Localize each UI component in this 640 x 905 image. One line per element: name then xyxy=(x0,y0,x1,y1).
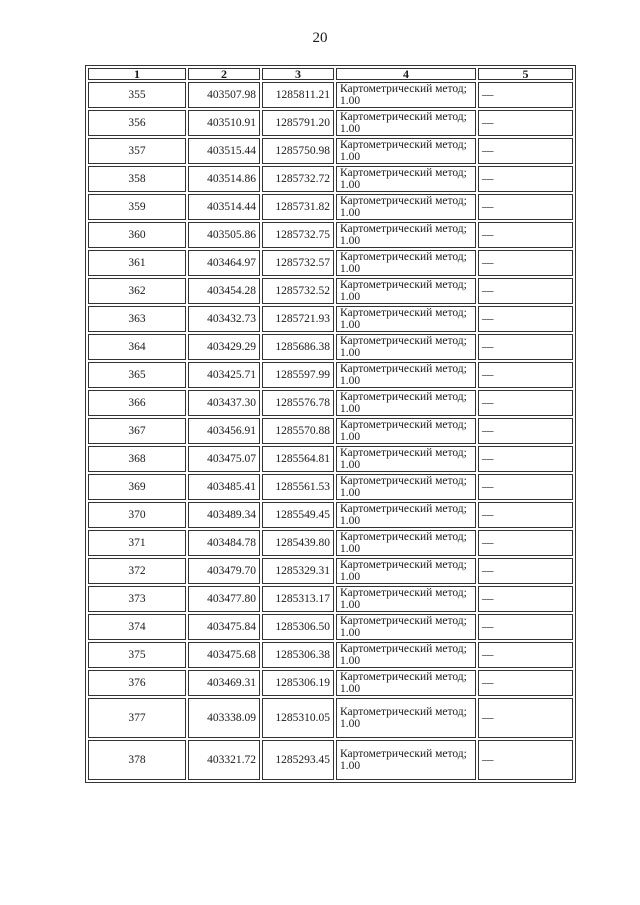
y-coordinate-cell: 1285310.05 xyxy=(262,698,334,738)
method-cell xyxy=(336,194,476,220)
precision-text: 1.00 xyxy=(340,459,361,471)
description-cell xyxy=(478,418,573,444)
y-coordinate-cell: 1285313.17 xyxy=(262,586,334,612)
description-cell xyxy=(478,222,573,248)
method-cell xyxy=(336,110,476,136)
table-row xyxy=(88,222,573,248)
precision-text: 1.00 xyxy=(340,487,361,499)
table-row xyxy=(88,670,573,696)
description-cell xyxy=(478,334,573,360)
x-coordinate-cell: 403510.91 xyxy=(188,110,260,136)
table-row xyxy=(88,474,573,500)
method-cell xyxy=(336,474,476,500)
method-text: Картометрический метод; xyxy=(340,111,467,123)
precision-text: 1.00 xyxy=(340,123,361,135)
point-number-cell: 363 xyxy=(88,306,186,332)
description-cell xyxy=(478,362,573,388)
method-cell xyxy=(336,222,476,248)
y-coordinate-cell: 1285564.81 xyxy=(262,446,334,472)
x-coordinate-cell: 403338.09 xyxy=(188,698,260,738)
precision-text: 1.00 xyxy=(340,151,361,163)
method-text: Картометрический метод; xyxy=(340,531,467,543)
method-text: Картометрический метод; xyxy=(340,335,467,347)
y-coordinate-cell: 1285439.80 xyxy=(262,530,334,556)
x-coordinate-cell: 403425.71 xyxy=(188,362,260,388)
method-text: Картометрический метод; xyxy=(340,671,467,683)
table-row xyxy=(88,194,573,220)
description-cell xyxy=(478,586,573,612)
dash-mark: — xyxy=(482,754,494,766)
x-coordinate-cell: 403484.78 xyxy=(188,530,260,556)
method-cell xyxy=(336,362,476,388)
table-row xyxy=(88,698,573,738)
method-text: Картометрический метод; xyxy=(340,251,467,263)
dash-mark: — xyxy=(482,341,494,353)
dash-mark: — xyxy=(482,593,494,605)
dash-mark: — xyxy=(482,145,494,157)
dash-mark: — xyxy=(482,425,494,437)
y-coordinate-cell: 1285306.38 xyxy=(262,642,334,668)
table-header-row xyxy=(88,68,573,80)
table-row xyxy=(88,558,573,584)
y-coordinate-cell: 1285561.53 xyxy=(262,474,334,500)
dash-mark: — xyxy=(482,173,494,185)
y-coordinate-cell: 1285306.50 xyxy=(262,614,334,640)
description-cell xyxy=(478,446,573,472)
point-number-cell: 378 xyxy=(88,740,186,780)
table-row xyxy=(88,642,573,668)
method-text: Картометрический метод; xyxy=(340,587,467,599)
y-coordinate-cell: 1285732.52 xyxy=(262,278,334,304)
y-coordinate-cell: 1285306.19 xyxy=(262,670,334,696)
x-coordinate-cell: 403437.30 xyxy=(188,390,260,416)
precision-text: 1.00 xyxy=(340,375,361,387)
precision-text: 1.00 xyxy=(340,543,361,555)
point-number-cell: 355 xyxy=(88,82,186,108)
point-number-cell: 370 xyxy=(88,502,186,528)
table-row xyxy=(88,138,573,164)
point-number-cell: 358 xyxy=(88,166,186,192)
method-cell xyxy=(336,446,476,472)
table-row xyxy=(88,334,573,360)
precision-text: 1.00 xyxy=(340,515,361,527)
method-cell xyxy=(336,740,476,780)
dash-mark: — xyxy=(482,537,494,549)
header-col-1: 1 xyxy=(88,68,186,80)
precision-text: 1.00 xyxy=(340,760,361,772)
x-coordinate-cell: 403475.84 xyxy=(188,614,260,640)
x-coordinate-cell: 403469.31 xyxy=(188,670,260,696)
dash-mark: — xyxy=(482,481,494,493)
point-number-cell: 369 xyxy=(88,474,186,500)
description-cell xyxy=(478,250,573,276)
y-coordinate-cell: 1285721.93 xyxy=(262,306,334,332)
description-cell xyxy=(478,82,573,108)
header-col-2: 2 xyxy=(188,68,260,80)
y-coordinate-cell: 1285329.31 xyxy=(262,558,334,584)
table-row xyxy=(88,530,573,556)
x-coordinate-cell: 403485.41 xyxy=(188,474,260,500)
method-text: Картометрический метод; xyxy=(340,706,467,718)
table-row xyxy=(88,418,573,444)
precision-text: 1.00 xyxy=(340,263,361,275)
precision-text: 1.00 xyxy=(340,571,361,583)
header-col-3: 3 xyxy=(262,68,334,80)
dash-mark: — xyxy=(482,712,494,724)
page-number: 20 xyxy=(312,30,328,46)
description-cell xyxy=(478,642,573,668)
precision-text: 1.00 xyxy=(340,599,361,611)
description-cell xyxy=(478,278,573,304)
description-cell xyxy=(478,502,573,528)
table-row xyxy=(88,390,573,416)
description-cell xyxy=(478,390,573,416)
x-coordinate-cell: 403514.44 xyxy=(188,194,260,220)
y-coordinate-cell: 1285576.78 xyxy=(262,390,334,416)
precision-text: 1.00 xyxy=(340,403,361,415)
point-number-cell: 374 xyxy=(88,614,186,640)
precision-text: 1.00 xyxy=(340,319,361,331)
x-coordinate-cell: 403321.72 xyxy=(188,740,260,780)
description-cell xyxy=(478,474,573,500)
table-row xyxy=(88,502,573,528)
point-number-cell: 373 xyxy=(88,586,186,612)
precision-text: 1.00 xyxy=(340,235,361,247)
method-cell xyxy=(336,166,476,192)
table-row xyxy=(88,278,573,304)
table-row xyxy=(88,362,573,388)
precision-text: 1.00 xyxy=(340,718,361,730)
table-row xyxy=(88,446,573,472)
dash-mark: — xyxy=(482,649,494,661)
description-cell xyxy=(478,166,573,192)
dash-mark: — xyxy=(482,621,494,633)
dash-mark: — xyxy=(482,201,494,213)
precision-text: 1.00 xyxy=(340,683,361,695)
point-number-cell: 377 xyxy=(88,698,186,738)
x-coordinate-cell: 403489.34 xyxy=(188,502,260,528)
header-col-4: 4 xyxy=(336,68,476,80)
method-cell xyxy=(336,502,476,528)
y-coordinate-cell: 1285732.75 xyxy=(262,222,334,248)
method-cell xyxy=(336,558,476,584)
dash-mark: — xyxy=(482,229,494,241)
dash-mark: — xyxy=(482,257,494,269)
method-cell xyxy=(336,530,476,556)
y-coordinate-cell: 1285549.45 xyxy=(262,502,334,528)
precision-text: 1.00 xyxy=(340,207,361,219)
table-row xyxy=(88,250,573,276)
x-coordinate-cell: 403475.68 xyxy=(188,642,260,668)
point-number-cell: 356 xyxy=(88,110,186,136)
description-cell xyxy=(478,698,573,738)
method-text: Картометрический метод; xyxy=(340,139,467,151)
x-coordinate-cell: 403464.97 xyxy=(188,250,260,276)
x-coordinate-cell: 403475.07 xyxy=(188,446,260,472)
dash-mark: — xyxy=(482,397,494,409)
x-coordinate-cell: 403477.80 xyxy=(188,586,260,612)
point-number-cell: 365 xyxy=(88,362,186,388)
point-number-cell: 376 xyxy=(88,670,186,696)
dash-mark: — xyxy=(482,565,494,577)
method-text: Картометрический метод; xyxy=(340,748,467,760)
method-cell xyxy=(336,82,476,108)
description-cell xyxy=(478,138,573,164)
point-number-cell: 360 xyxy=(88,222,186,248)
description-cell xyxy=(478,740,573,780)
y-coordinate-cell: 1285732.72 xyxy=(262,166,334,192)
table-row xyxy=(88,166,573,192)
y-coordinate-cell: 1285811.21 xyxy=(262,82,334,108)
method-text: Картометрический метод; xyxy=(340,559,467,571)
method-text: Картометрический метод; xyxy=(340,195,467,207)
method-cell xyxy=(336,418,476,444)
y-coordinate-cell: 1285686.38 xyxy=(262,334,334,360)
x-coordinate-cell: 403514.86 xyxy=(188,166,260,192)
point-number-cell: 362 xyxy=(88,278,186,304)
method-text: Картометрический метод; xyxy=(340,503,467,515)
method-cell xyxy=(336,138,476,164)
coordinates-table xyxy=(85,65,576,783)
y-coordinate-cell: 1285750.98 xyxy=(262,138,334,164)
method-cell xyxy=(336,670,476,696)
x-coordinate-cell: 403507.98 xyxy=(188,82,260,108)
method-text: Картометрический метод; xyxy=(340,447,467,459)
y-coordinate-cell: 1285293.45 xyxy=(262,740,334,780)
method-text: Картометрический метод; xyxy=(340,363,467,375)
table-row xyxy=(88,740,573,780)
method-cell xyxy=(336,306,476,332)
x-coordinate-cell: 403479.70 xyxy=(188,558,260,584)
description-cell xyxy=(478,194,573,220)
precision-text: 1.00 xyxy=(340,655,361,667)
x-coordinate-cell: 403432.73 xyxy=(188,306,260,332)
table-row xyxy=(88,306,573,332)
point-number-cell: 359 xyxy=(88,194,186,220)
method-text: Картометрический метод; xyxy=(340,391,467,403)
description-cell xyxy=(478,110,573,136)
description-cell xyxy=(478,670,573,696)
dash-mark: — xyxy=(482,453,494,465)
method-text: Картометрический метод; xyxy=(340,643,467,655)
method-cell xyxy=(336,334,476,360)
point-number-cell: 357 xyxy=(88,138,186,164)
point-number-cell: 371 xyxy=(88,530,186,556)
method-cell xyxy=(336,586,476,612)
x-coordinate-cell: 403515.44 xyxy=(188,138,260,164)
precision-text: 1.00 xyxy=(340,291,361,303)
point-number-cell: 367 xyxy=(88,418,186,444)
precision-text: 1.00 xyxy=(340,179,361,191)
precision-text: 1.00 xyxy=(340,627,361,639)
description-cell xyxy=(478,530,573,556)
point-number-cell: 375 xyxy=(88,642,186,668)
description-cell xyxy=(478,306,573,332)
method-text: Картометрический метод; xyxy=(340,419,467,431)
description-cell xyxy=(478,614,573,640)
x-coordinate-cell: 403505.86 xyxy=(188,222,260,248)
description-cell xyxy=(478,558,573,584)
header-col-5: 5 xyxy=(478,68,573,80)
method-text: Картометрический метод; xyxy=(340,167,467,179)
dash-mark: — xyxy=(482,677,494,689)
precision-text: 1.00 xyxy=(340,431,361,443)
x-coordinate-cell: 403429.29 xyxy=(188,334,260,360)
method-text: Картометрический метод; xyxy=(340,307,467,319)
method-cell xyxy=(336,642,476,668)
method-text: Картометрический метод; xyxy=(340,475,467,487)
dash-mark: — xyxy=(482,285,494,297)
y-coordinate-cell: 1285597.99 xyxy=(262,362,334,388)
point-number-cell: 364 xyxy=(88,334,186,360)
point-number-cell: 361 xyxy=(88,250,186,276)
method-cell xyxy=(336,614,476,640)
dash-mark: — xyxy=(482,117,494,129)
method-text: Картометрический метод; xyxy=(340,223,467,235)
method-cell xyxy=(336,698,476,738)
precision-text: 1.00 xyxy=(340,347,361,359)
table-row xyxy=(88,110,573,136)
dash-mark: — xyxy=(482,89,494,101)
x-coordinate-cell: 403456.91 xyxy=(188,418,260,444)
table-row xyxy=(88,82,573,108)
point-number-cell: 372 xyxy=(88,558,186,584)
table-row xyxy=(88,614,573,640)
y-coordinate-cell: 1285732.57 xyxy=(262,250,334,276)
method-cell xyxy=(336,250,476,276)
y-coordinate-cell: 1285570.88 xyxy=(262,418,334,444)
method-text: Картометрический метод; xyxy=(340,83,467,95)
table-row xyxy=(88,586,573,612)
method-text: Картометрический метод; xyxy=(340,279,467,291)
y-coordinate-cell: 1285731.82 xyxy=(262,194,334,220)
point-number-cell: 368 xyxy=(88,446,186,472)
x-coordinate-cell: 403454.28 xyxy=(188,278,260,304)
point-number-cell: 366 xyxy=(88,390,186,416)
method-cell xyxy=(336,390,476,416)
method-cell xyxy=(336,278,476,304)
precision-text: 1.00 xyxy=(340,95,361,107)
dash-mark: — xyxy=(482,369,494,381)
dash-mark: — xyxy=(482,313,494,325)
dash-mark: — xyxy=(482,509,494,521)
y-coordinate-cell: 1285791.20 xyxy=(262,110,334,136)
method-text: Картометрический метод; xyxy=(340,615,467,627)
